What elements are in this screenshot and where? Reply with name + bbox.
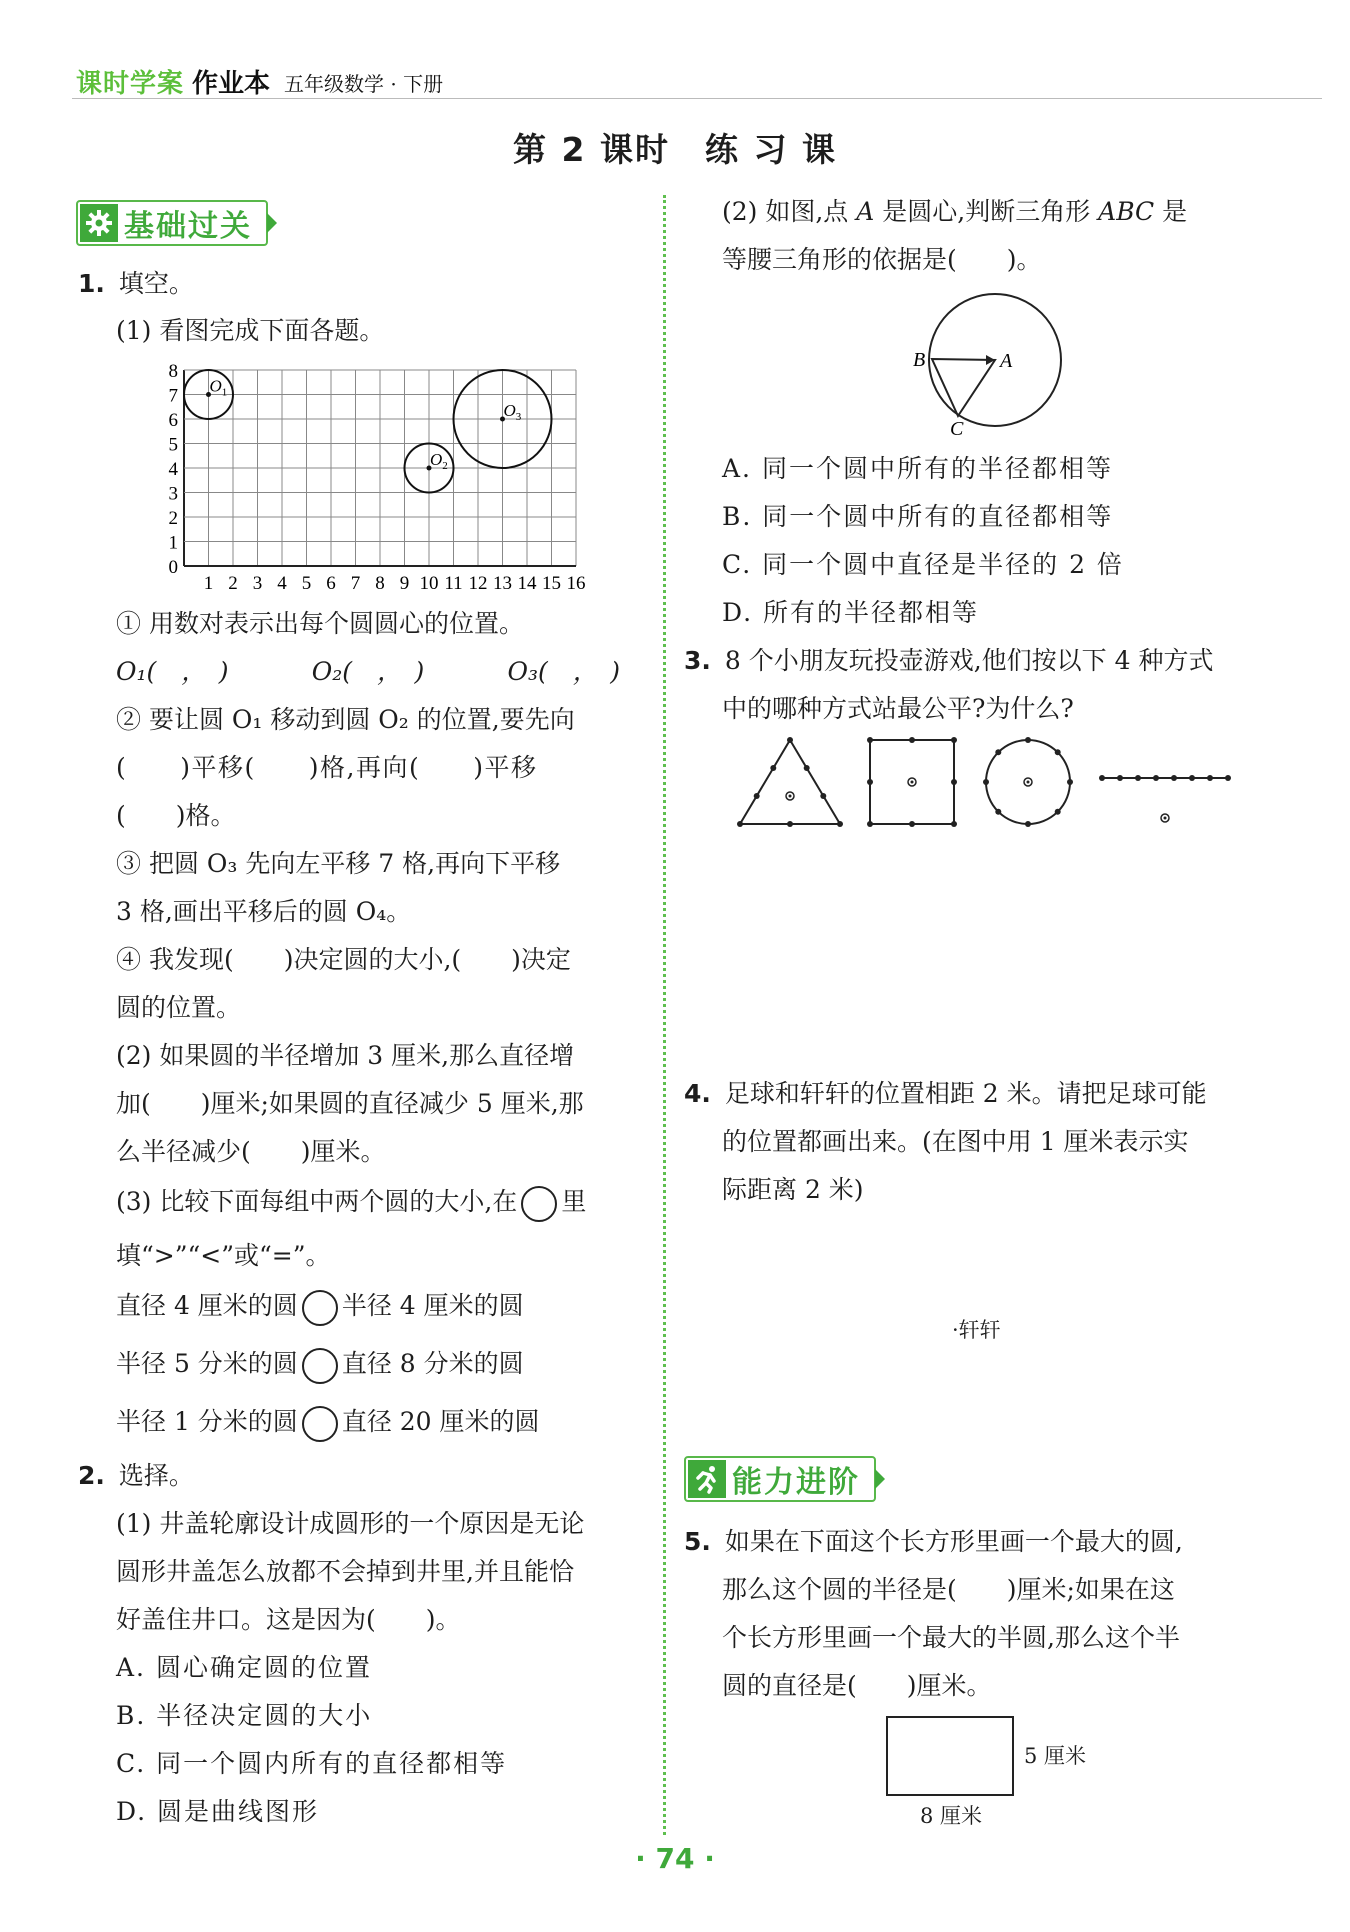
figure-triangle [932,359,995,416]
line-formation [1099,775,1231,822]
column-divider [663,195,666,1835]
q2-part1-option-d[interactable]: D. 圆是曲线图形 [116,1797,320,1826]
y-tick-label: 7 [168,385,178,407]
compare-right: 半径 4 厘米的圆 [341,1291,524,1320]
x-tick-label: 1 [203,573,214,590]
q1-sub1: ① 用数对表示出每个圆圆心的位置。 [116,609,524,638]
q2-part1-line1: (1) 井盖轮廓设计成圆形的一个原因是无论 [116,1509,585,1538]
section-advanced-badge [684,1456,876,1502]
xuanxuan-point: ·轩轩 [952,1318,1001,1342]
x-tick-label: 13 [493,573,512,590]
y-tick-label: 4 [168,459,178,480]
arrow-right-icon [267,213,277,233]
answer-o1: O₁( ， ) [116,657,229,686]
compare-circle-example [521,1186,557,1222]
page-title: 第 2 课时 练 习 课 [513,130,837,169]
running-icon [688,1460,726,1498]
header [76,66,443,100]
grid-y-ticks [169,361,179,578]
compare-blank[interactable] [302,1406,338,1442]
book-name: 作业本 [192,69,271,99]
section-advanced-title: 能力进阶 [732,1465,860,1500]
rect-height-label: 5 厘米 [1024,1744,1087,1768]
grid-circles [184,370,552,493]
x-tick-label: 16 [566,573,586,590]
q1-part2-line2: 加( )厘米;如果圆的直径减少 5 厘米,那 [116,1089,584,1118]
label-a: A [1000,350,1013,372]
grade-label: 五年级数学 · 下册 [284,72,444,96]
x-tick-label: 7 [350,573,361,590]
q3-number: 3. [684,646,711,675]
q1-number: 1. [78,269,105,298]
q1-sub2-line2: ( )平移( )格,再向( )平移 [116,753,538,782]
compare-left: 半径 5 分米的圆 [116,1349,298,1378]
q1-heading [78,260,194,308]
x-tick-label: 11 [444,573,463,590]
answer-o3: O₃( ， ) [507,657,620,686]
q2-part1-option-a[interactable]: A. 圆心确定圆的位置 [116,1653,372,1682]
q1-sub2-line1: ② 要让圆 O₁ 移动到圆 O₂ 的位置,要先向 [116,705,575,734]
compare-row [116,1398,540,1446]
q1-part3-line1 [116,1178,586,1226]
x-tick-label: 12 [468,573,488,590]
q1-sub4-line2: 圆的位置。 [116,993,242,1022]
point-a-label: A [856,197,875,226]
x-tick-label: 14 [517,573,537,590]
q4-line3: 际距离 2 米) [722,1175,864,1204]
q2-part2-line1: (2) 如图,点 A 是圆心,判断三角形 ABC 是 [722,197,1188,226]
section-basic-title: 基础过关 [124,209,252,244]
grid-lines [184,370,576,566]
x-tick-label: 3 [252,573,263,590]
q1-part2-line1: (2) 如果圆的半径增加 3 厘米,那么直径增 [116,1041,575,1070]
q1-part3-text2: 里 [561,1187,587,1216]
q4-line2: 的位置都画出来。(在图中用 1 厘米表示实 [722,1127,1189,1156]
q2-part1-option-b[interactable]: B. 半径决定圆的大小 [116,1701,373,1730]
y-tick-label: 8 [168,361,178,382]
q2-part2-line2: 等腰三角形的依据是( )。 [722,245,1042,274]
x-tick-label: 8 [375,573,385,590]
section-basic-badge [76,200,268,246]
grid-x-ticks [204,573,586,590]
q2-part2-option-b[interactable]: B. 同一个圆中所有的直径都相等 [722,502,1114,531]
compare-left: 半径 1 分米的圆 [116,1407,298,1436]
q1-part1-title: (1) 看图完成下面各题。 [116,316,385,345]
rectangle-figure [886,1716,1014,1796]
q2-part2-option-d[interactable]: D. 所有的半径都相等 [722,598,980,627]
q3-line1 [684,637,1213,685]
formations-figure [730,732,1250,842]
q1-part3-text: (3) 比较下面每组中两个圆的大小,在 [116,1187,518,1216]
q5-line4: 圆的直径是( )厘米。 [722,1671,992,1700]
compare-right: 直径 8 分米的圆 [341,1349,524,1378]
q2-part1-line2: 圆形井盖怎么放都不会掉到井里,并且能恰 [116,1557,574,1586]
coordinate-grid [160,358,610,590]
y-tick-label: 3 [168,483,178,505]
arrow-right-icon [875,1469,885,1489]
x-tick-label: 4 [277,573,287,590]
q1-sub4-line1: ④ 我发现( )决定圆的大小,( )决定 [116,945,571,974]
x-tick-label: 6 [326,573,336,590]
q2-title: 选择。 [118,1461,194,1490]
q5-line1 [684,1518,1183,1566]
q1-sub2-line3: ( )格。 [116,801,236,830]
compare-left: 直径 4 厘米的圆 [116,1291,298,1320]
y-tick-label: 2 [168,508,178,529]
q1-sub3-line2: 3 格,画出平移后的圆 O₄。 [116,897,412,926]
q4-number: 4. [684,1079,711,1108]
compare-blank[interactable] [302,1348,338,1384]
q5-number: 5. [684,1527,711,1556]
q5-line2: 那么这个圆的半径是( )厘米;如果在这 [722,1575,1175,1604]
header-rule [72,98,1322,99]
q1-sub1-answers [116,648,636,696]
x-tick-label: 5 [301,573,312,590]
q3-text: 8 个小朋友玩投壶游戏,他们按以下 4 种方式 [724,646,1214,675]
q2-part2-option-c[interactable]: C. 同一个圆中直径是半径的 2 倍 [722,550,1124,579]
q2-number: 2. [78,1461,105,1490]
q2-part2-option-a[interactable]: A. 同一个圆中所有的半径都相等 [722,454,1113,483]
q1-part2-line3: 么半径减少( )厘米。 [116,1137,386,1166]
q1-part3-line2: 填“>”“<”或“=”。 [116,1241,331,1270]
q1-title: 填空。 [118,269,194,298]
rect-width-label: 8 厘米 [920,1804,983,1828]
center-label-o1: $O_1$ [209,376,228,399]
q5-line3: 个长方形里画一个最大的半圆,那么这个半 [722,1623,1180,1652]
y-tick-label: 6 [168,410,178,431]
square-formation [867,737,957,827]
x-tick-label: 2 [228,573,238,590]
circle-formation [983,737,1073,827]
q4-line1 [684,1070,1207,1118]
triangle-abc-label: ABC [1098,197,1155,226]
triangle-formation [737,737,843,827]
q4-text: 足球和轩轩的位置相距 2 米。请把足球可能 [724,1079,1207,1108]
gear-icon [80,204,118,242]
label-c: C [950,418,964,440]
compare-row [116,1282,524,1330]
compare-right: 直径 20 厘米的圆 [341,1407,540,1436]
x-tick-label: 9 [399,573,410,590]
q5-text: 如果在下面这个长方形里画一个最大的圆, [724,1527,1183,1556]
circle-triangle-figure [900,286,1080,446]
q1-sub3-line1: ③ 把圆 O₃ 先向左平移 7 格,再向下平移 [116,849,561,878]
q3-line2: 中的哪种方式站最公平?为什么? [722,694,1074,723]
y-tick-label: 1 [168,532,178,554]
label-b: B [913,349,926,371]
center-label-o3: $O_3$ [503,401,522,423]
y-tick-label: 5 [168,434,178,456]
compare-row [116,1340,524,1388]
center-label-o2: $O_2$ [430,450,448,472]
answer-o2: O₂( ， ) [311,657,425,686]
x-tick-label: 15 [542,573,561,590]
q2-part1-line3: 好盖住井口。这是因为( )。 [116,1605,461,1634]
page-number: · 74 · [635,1842,715,1875]
y-tick-label: 0 [168,557,178,578]
q2-part1-option-c[interactable]: C. 同一个圆内所有的直径都相等 [116,1749,508,1778]
x-tick-label: 10 [419,573,439,590]
compare-blank[interactable] [302,1290,338,1326]
q2-heading [78,1452,194,1500]
brand-logo: 课时学案 [76,69,185,99]
